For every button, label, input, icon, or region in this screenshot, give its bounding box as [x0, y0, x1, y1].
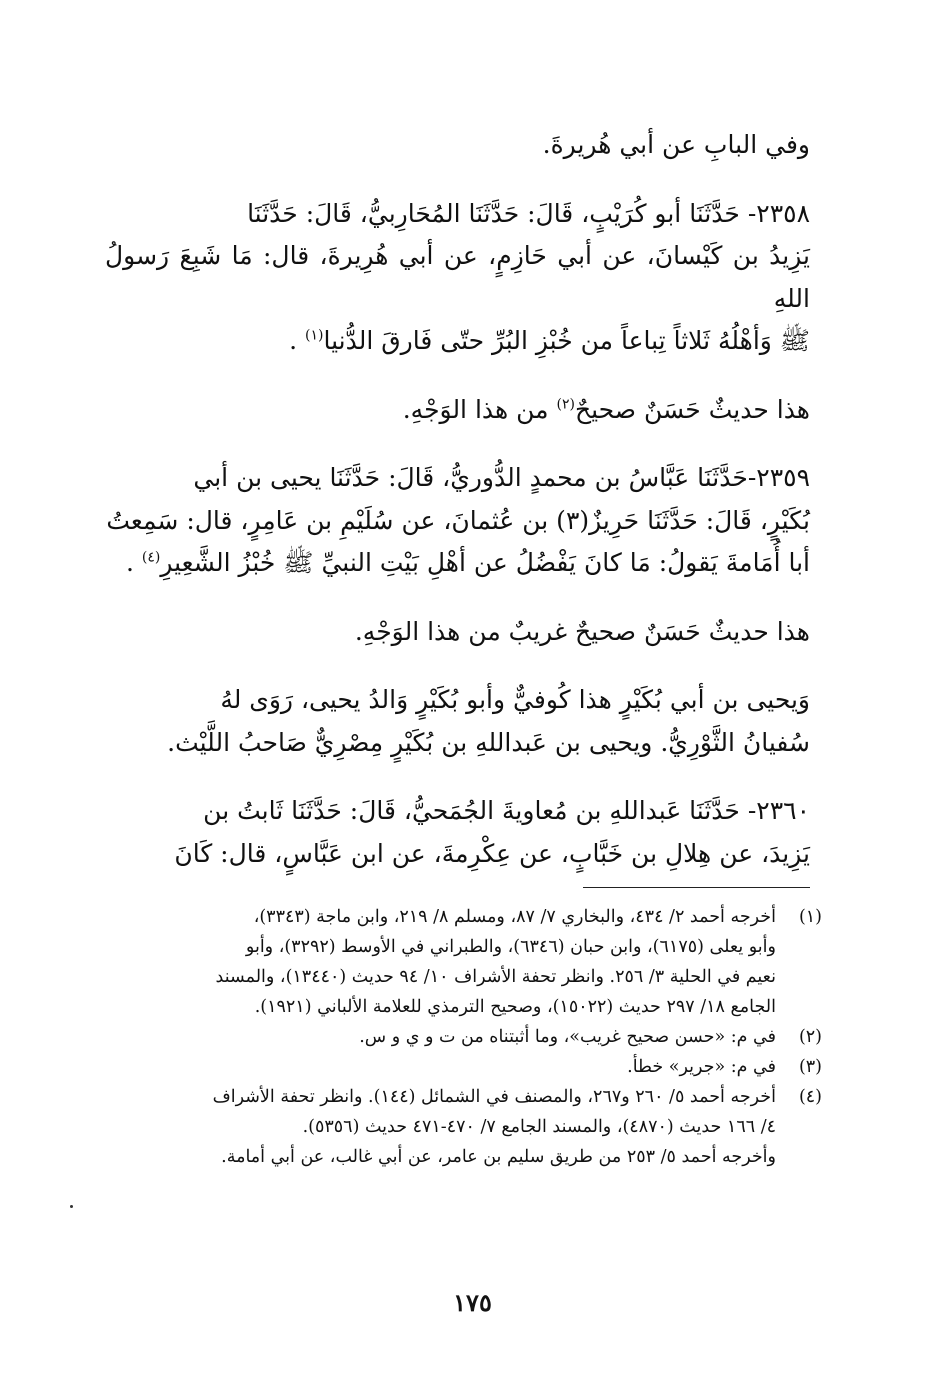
grading-2359	[105, 611, 810, 654]
text-tail: من هذا الوَجْهِ.	[402, 394, 557, 424]
footnotes	[110, 902, 822, 1172]
footnote-line: أخرجه أحمد ٥/ ٢٦٠ و٢٦٧، والمصنف في الشمائل (١٤٤). وانظر تحفة الأشراف	[212, 1087, 776, 1107]
hadith-2360	[105, 790, 810, 875]
text-line: ٢٣٦٠- حَدَّثَنَا عَبداللهِ بن مُعاويةَ الجُمَحيُّ، قَالَ: حَدَّثَنَا ثَابتُ بن	[203, 796, 810, 825]
footnote-text: في م: «جرير» خطأ.	[627, 1057, 776, 1077]
footnote-3	[110, 1052, 822, 1082]
footnote-number: (١)	[798, 907, 822, 927]
footnote-2	[110, 1022, 822, 1052]
footnote-4	[110, 1082, 822, 1142]
text-line: وَيحيى بن أبي بُكَيْرٍ هذا كُوفيٌّ وأبو بُكَيْرٍ وَالدُ يحيى، رَوَى لهُ	[220, 685, 810, 714]
footnote-line: نعيم في الحلية ٣/ ٢٥٦. وانظر تحفة الأشراف ١٠/ ٩٤ حديث (١٣٤٤٠)، والمسند	[215, 967, 776, 987]
footnote-ref-2[interactable]: (٢)	[556, 396, 575, 413]
text-line: بُكَيْرٍ، قَالَ: حَدَّثَنَا حَرِيزٌ(٣) بن عُثمانَ، عن سُلَيْمِ بن عَامِرٍ، قال: سَمِعتُ	[106, 505, 810, 535]
text-line: هذا حديثٌ حَسَنٌ صحيحٌ غريبٌ من هذا الوَجْهِ.	[354, 616, 810, 646]
text-line: سُفيانُ الثَّوْرِيُّ. ويحيى بن عَبداللهِ بن بُكَيْرٍ مِصْرِيٌّ صَاحبُ اللَّيْث.	[167, 727, 810, 757]
footnote-line: وأبو يعلى (٦١٧٥)، وابن حبان (٦٣٤٦)، والطبراني في الأوسط (٣٢٩٢)، وأبو	[245, 937, 776, 957]
page-number: ١٧٥	[453, 1288, 492, 1317]
footnote-1	[110, 902, 822, 1022]
text-line: ٢٣٥٩-حَدَّثَنَا عَبَّاسُ بن محمدٍ الدُّوريُّ، قَالَ: حَدَّثَنَا يحيى بن أبي	[193, 463, 810, 492]
hadith-2359	[105, 457, 810, 585]
footnote-text	[110, 1082, 776, 1142]
footnote-number: (٤)	[798, 1087, 822, 1107]
text-line: ٢٣٥٨- حَدَّثَنَا أبو كُرَيْبٍ، قَالَ: حَدَّثَنَا المُحَارِبيُّ، قَالَ: حَدَّثَنَا	[247, 198, 810, 228]
footnote-number: (٢)	[798, 1027, 822, 1047]
footnote-separator	[583, 887, 810, 888]
text-line: يَزِيدُ بن كَيْسانَ، عن أبي حَازِمٍ، عن أبي هُرِيرةَ، قال: مَا شَبِعَ رَسولُ اللهِ	[105, 241, 810, 313]
footnote-text	[110, 902, 776, 1022]
footnote-number: (٣)	[798, 1057, 822, 1077]
footnote-line: أخرجه أحمد ٢/ ٤٣٤، والبخاري ٧/ ٨٧، ومسلم ٨/ ٢١٩، وابن ماجة (٣٣٤٣)،	[253, 907, 776, 927]
footnote-line: ٤/ ١٦٦ حديث (٤٨٧٠)، والمسند الجامع ٧/ ٤٧٠-٤٧١ حديث (٥٣٥٦).	[302, 1117, 776, 1137]
footnote-ref-1[interactable]: (١)	[305, 327, 324, 344]
text-tail: .	[289, 326, 306, 355]
text-line: يَزِيدَ، عن هِلالِ بن خَبَّابٍ، عن عِكْرِمةَ، عن ابن عَبَّاسٍ، قال: كَانَ	[174, 838, 810, 868]
main-text	[105, 124, 810, 899]
paragraph-chapter-note	[105, 124, 810, 167]
text-line: وفي البابِ عن أبي هُريرةَ.	[542, 130, 810, 159]
footnote-text: في م: «حسن صحيح غريب»، وما أثبتناه من ت و ي و س.	[359, 1027, 776, 1047]
footnote-line: الجامع ١٨/ ٢٩٧ حديث (١٥٠٢٢)، وصحيح الترمذي للعلامة الألباني (١٩٢١).	[254, 997, 776, 1017]
narrator-note	[105, 679, 810, 764]
text-tail: .	[125, 548, 142, 577]
footnote-ref-4[interactable]: (٤)	[141, 549, 161, 566]
text-line: هذا حديثٌ حَسَنٌ صحيحٌ	[574, 394, 810, 424]
footnote-continuation: وأخرجه أحمد ٥/ ٢٥٣ من طريق سليم بن عامر، عن أبي غالب، عن أبي أمامة.	[221, 1147, 776, 1167]
text-line: ﷺ وَأهْلُهُ ثَلاثاً تِباعاً من خُبْزِ البُرِّ حتّى فَارقَ الدُّنيا	[323, 326, 810, 355]
page-speck	[70, 1205, 73, 1208]
text-line: أبا أُمَامةَ يَقولُ: مَا كانَ يَفْضُلُ عن أهْلِ بَيْتِ النبيِّ ﷺ خُبْزُ الشَّعِيرِ	[160, 548, 810, 577]
hadith-2358	[105, 193, 810, 363]
grading-2358	[105, 389, 810, 432]
